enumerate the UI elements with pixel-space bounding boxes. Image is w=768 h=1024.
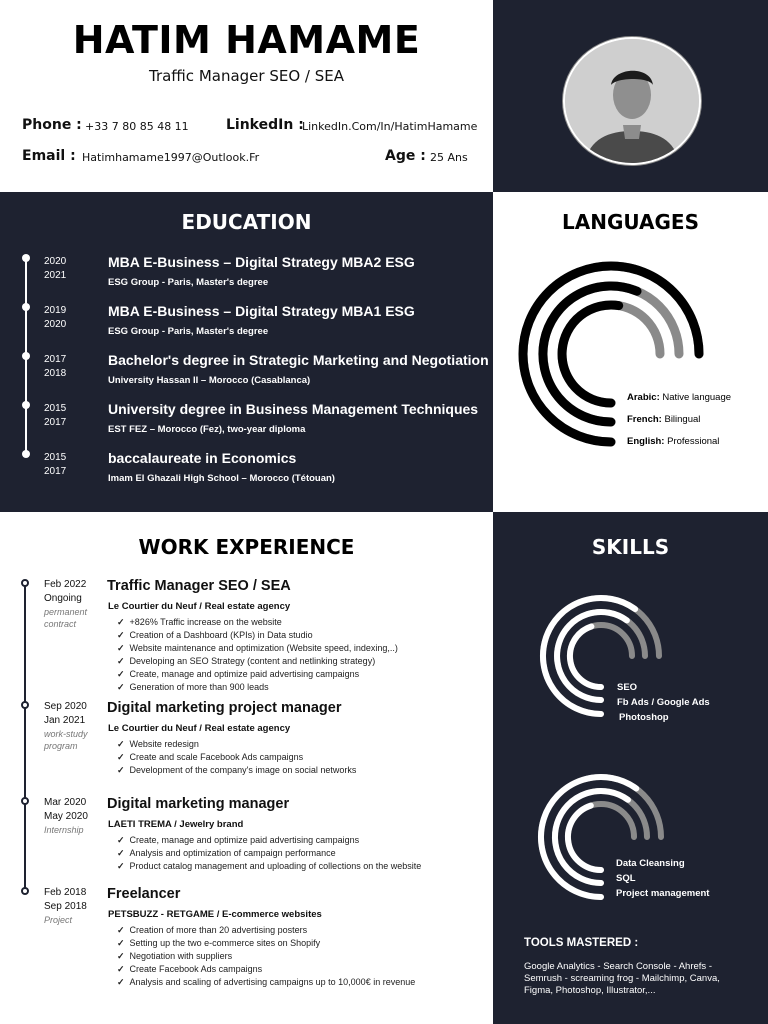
language-label [627, 436, 719, 447]
education-year-start: 2017 [44, 354, 67, 365]
education-degree: Bachelor's degree in Strategic Marketing and Negotiation [108, 352, 489, 368]
language-label [627, 392, 731, 403]
language-name: English: [627, 436, 665, 447]
education-year-end: 2020 [44, 319, 67, 330]
education-year-start: 2020 [44, 256, 67, 267]
work-date-start: Mar 2020 [44, 797, 87, 808]
skill-label: Photoshop [619, 712, 669, 723]
work-contract-type: Internship [44, 825, 84, 835]
phone-label: Phone : [22, 117, 82, 133]
language-level: Bilingual [664, 414, 701, 425]
phone-value: +33 7 80 85 48 11 [85, 120, 189, 133]
tools-list: Google Analytics - Search Console - Ahrefs - Semrush - screaming frog - Mailchimp, Canva, Figma, Photoshop, Illustrator,... [524, 961, 720, 996]
timeline-dot [22, 450, 30, 458]
education-school: ESG Group - Paris, Master's degree [108, 326, 269, 337]
work-achievement-item: ✓ Development of the company's image on social networks [117, 764, 487, 777]
work-achievement-item: ✓ Analysis and scaling of advertising campaigns up to 10,000€ in revenue [117, 976, 487, 989]
timeline-dot [21, 887, 29, 895]
education-school: University Hassan II – Morocco (Casablanca) [108, 375, 311, 386]
skill-label: Fb Ads / Google Ads [617, 697, 710, 708]
work-company: PETSBUZZ - RETGAME / E-commerce websites [108, 909, 322, 920]
work-date-start: Feb 2022 [44, 579, 87, 590]
language-name: Arabic: [627, 392, 660, 403]
timeline-dot [21, 701, 29, 709]
timeline-dot [22, 254, 30, 262]
work-achievements [117, 616, 487, 694]
education-degree: University degree in Business Management Techniques [108, 401, 479, 417]
work-date-end: Sep 2018 [44, 901, 87, 912]
timeline-dot [22, 352, 30, 360]
skill-photoshop-arc-level [570, 627, 601, 688]
work-achievement-item: ✓ Creation of a Dashboard (KPIs) in Data studio [117, 629, 487, 642]
timeline-dot [22, 303, 30, 311]
work-date-end: Jan 2021 [44, 715, 86, 726]
timeline-dot [22, 401, 30, 409]
work-job-title: Digital marketing project manager [107, 700, 342, 716]
age-value: 25 Ans [430, 151, 468, 164]
work-company: LAETI TREMA / Jewelry brand [108, 819, 244, 830]
work-timeline-line [24, 583, 26, 891]
skill-label: Data Cleansing [616, 858, 685, 869]
email-value[interactable]: Hatimhamame1997@Outlook.Fr [82, 151, 260, 164]
work-date-start: Feb 2018 [44, 887, 87, 898]
language-english-arc-level [562, 305, 619, 403]
education-year-end: 2017 [44, 417, 67, 428]
education-degree: MBA E-Business – Digital Strategy MBA2 ESG [108, 254, 415, 270]
timeline-dot [21, 579, 29, 587]
work-date-end: May 2020 [44, 811, 88, 822]
skill-label: Project management [616, 888, 710, 899]
work-date-end: Ongoing [44, 593, 82, 604]
skills-title: SKILLS [591, 535, 670, 559]
education-title: EDUCATION [181, 210, 312, 234]
skill-label: SQL [616, 873, 636, 884]
age-label: Age : [385, 148, 426, 164]
work-date-start: Sep 2020 [44, 701, 87, 712]
work-title: WORK EXPERIENCE [138, 535, 355, 559]
work-contract-type: Project [44, 915, 73, 925]
work-achievement-item: ✓ Website redesign [117, 738, 487, 751]
work-achievement-item: ✓ Product catalog management and uploading of collections on the website [117, 860, 487, 873]
work-achievement-item: ✓ Create, manage and optimize paid advertising campaigns [117, 834, 487, 847]
work-achievement-item: ✓ Create Facebook Ads campaigns [117, 963, 487, 976]
linkedin-value[interactable]: LinkedIn.Com/In/HatimHamame [302, 120, 478, 133]
candidate-name: HATIM HAMAME [72, 18, 421, 62]
work-job-title: Freelancer [107, 886, 181, 902]
profile-photo [563, 37, 701, 165]
job-title: Traffic Manager SEO / SEA [148, 67, 344, 85]
work-achievement-item: ✓ Developing an SEO Strategy (content and netlinking strategy) [117, 655, 487, 668]
work-achievement-item: ✓ Creation of more than 20 advertising posters [117, 924, 487, 937]
education-item [0, 254, 493, 300]
work-achievement-item: ✓ Setting up the two e-commerce sites on Shopify [117, 937, 487, 950]
work-achievements [117, 924, 487, 989]
education-degree: MBA E-Business – Digital Strategy MBA1 ESG [108, 303, 415, 319]
work-company: Le Courtier du Neuf / Real estate agency [108, 601, 291, 612]
language-label [627, 414, 700, 425]
education-year-end: 2018 [44, 368, 67, 379]
skill-label: SEO [617, 682, 638, 693]
person-silhouette-icon [565, 39, 699, 163]
skills-arc-chart-2 [493, 765, 768, 905]
education-item [0, 303, 493, 349]
education-year-start: 2015 [44, 452, 67, 463]
languages-title: LANGUAGES [562, 210, 699, 234]
work-achievement-item: ✓ Website maintenance and optimization (Website speed, indexing,..) [117, 642, 487, 655]
work-achievements [117, 834, 487, 873]
education-school: ESG Group - Paris, Master's degree [108, 277, 269, 288]
education-item [0, 450, 493, 496]
language-level: Native language [662, 392, 732, 403]
linkedin-label: LinkedIn : [226, 117, 304, 133]
work-job-title: Digital marketing manager [107, 796, 290, 812]
education-year-end: 2021 [44, 270, 67, 281]
education-degree: baccalaureate in Economics [108, 450, 297, 466]
work-achievement-item: ✓ +826% Traffic increase on the website [117, 616, 487, 629]
work-contract-type: work-study program [44, 729, 88, 751]
work-job-title: Traffic Manager SEO / SEA [107, 578, 291, 594]
work-achievement-item: ✓ Create and scale Facebook Ads campaigns [117, 751, 487, 764]
work-achievements [117, 738, 487, 777]
timeline-dot [21, 797, 29, 805]
work-contract-type: permanent contract [44, 607, 88, 629]
education-school: EST FEZ – Morocco (Fez), two-year diploma [108, 424, 306, 435]
work-achievement-item: ✓ Create, manage and optimize paid advertising campaigns [117, 668, 487, 681]
work-achievement-item: ✓ Generation of more than 900 leads [117, 681, 487, 694]
language-level: Professional [667, 436, 720, 447]
education-school: Imam El Ghazali High School – Morocco (Tétouan) [108, 473, 335, 484]
education-item [0, 401, 493, 447]
work-achievement-item: ✓ Analysis and optimization of campaign performance [117, 847, 487, 860]
education-year-end: 2017 [44, 466, 67, 477]
tools-title: TOOLS MASTERED : [524, 937, 639, 949]
education-item [0, 352, 493, 398]
education-year-start: 2019 [44, 305, 67, 316]
skill-project-management-arc-level [568, 806, 601, 870]
email-label: Email : [22, 148, 76, 164]
work-achievement-item: ✓ Negotiation with suppliers [117, 950, 487, 963]
education-year-start: 2015 [44, 403, 67, 414]
language-name: French: [627, 414, 662, 425]
work-company: Le Courtier du Neuf / Real estate agency [108, 723, 291, 734]
